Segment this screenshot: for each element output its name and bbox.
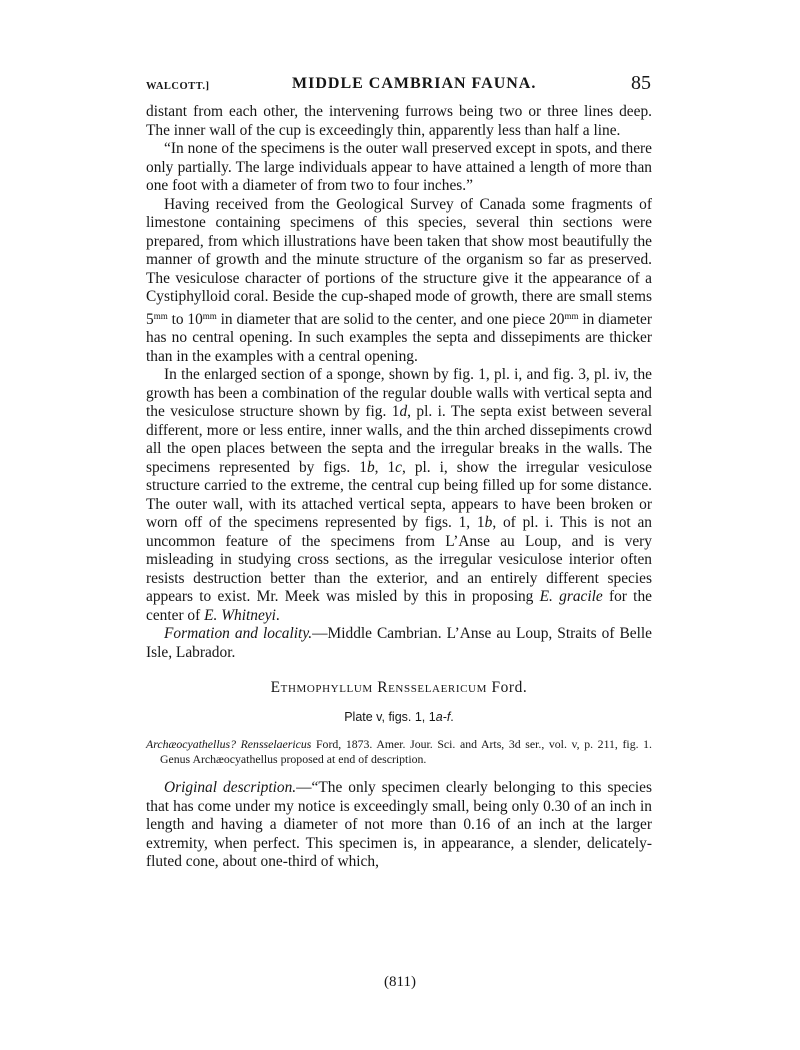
paragraph-original-description: Original description.—“The only specimen clearly belonging to this species that has come under my notice is exceedingly small, being only 0.30 of an inch in length and having a diameter of not more than 0.16 of an inch at the larger extremity, when perfect. This specimen is, in appearance, a slender, delicately-fluted cone, about one-third of which, [146, 779, 652, 870]
footer-page-number: (811) [384, 974, 416, 990]
original-description-label: Original description. [164, 779, 297, 796]
header-author: WALCOTT.] [146, 81, 210, 92]
paragraph-quote-end: “In none of the specimens is the outer wall preserved except in spots, and there only partially. The large individuals appear to have attained a length of more than one foot with a diameter of from two to four inches.” [146, 140, 652, 194]
plate-reference: Plate v, figs. 1, 1a-f. [344, 710, 454, 724]
page-number: 85 [631, 72, 651, 94]
paragraph-thin-sections: Having received from the Geological Survey of Canada some fragments of limestone containing specimens of this species, several thin sections were prepared, from which illustrations have been taken that show most beautifully the manner of growth and the minute structure of the organism so far as preserved. The vesiculose character of portions of the structure give it the appearance of a Cystiphylloid coral. Beside the cup-shaped mode of growth, there are small stems $5^{mm}$ to $10^{mm}$ in diameter that are solid to the center, and one piece $20^{mm}$ in diameter has no central opening. In such examples the septa and dissepiments are thicker than in the examples with a central opening. [146, 195, 652, 365]
paragraph-enlarged-section: In the enlarged section of a sponge, shown by fig. 1, pl. i, and fig. 3, pl. iv, the growth has been a combination of the regular double walls with vertical septa and the vesiculose structure shown by fig. 1d, pl. i. The septa exist between several different, more or less entire, inner walls, and the thin arched dissepiments crowd all the open places between the septa and the irregular breaks in the walls. The specimens represented by figs. 1b, 1c, pl. i, show the irregular vesiculose structure carried to the extreme, the central cup being filled up for some distance. The outer wall, with its attached vertical septa, appears to have been broken or worn off of the specimens represented by figs. 1, 1b, of pl. i. This is not an uncommon feature of the specimens from L’Anse au Loup, and is very misleading in studying cross sections, as the irregular vesiculose interior often resists destruction better than the exterior, and an entirely different species appears to exist. Mr. Meek was misled by this in proposing E. gracile for the center of E. Whitneyi. [146, 366, 652, 624]
paragraph-formation-locality: Formation and locality.—Middle Cambrian. L’Anse au Loup, Straits of Belle Isle, Labrador. [146, 625, 653, 661]
synonymy-entry: Archæocyathellus? Rensselaericus Ford, 1873. Amer. Jour. Sci. and Arts, 3d ser., vol. v, p. 211, fig. 1. Genus Archæocyathellus proposed at end of description. [146, 737, 653, 766]
paragraph-continued: distant from each other, the intervening furrows being two or three lines deep. The inner wall of the cup is exceedingly thin, apparently less than half a line. [146, 103, 652, 139]
species-heading: Ethmophyllum Rensselaericum Ford. [270, 679, 528, 696]
running-header [146, 72, 651, 100]
formation-label: Formation and locality. [164, 625, 313, 642]
body-text [146, 103, 652, 872]
header-title: MIDDLE CAMBRIAN FAUNA. [292, 75, 537, 92]
